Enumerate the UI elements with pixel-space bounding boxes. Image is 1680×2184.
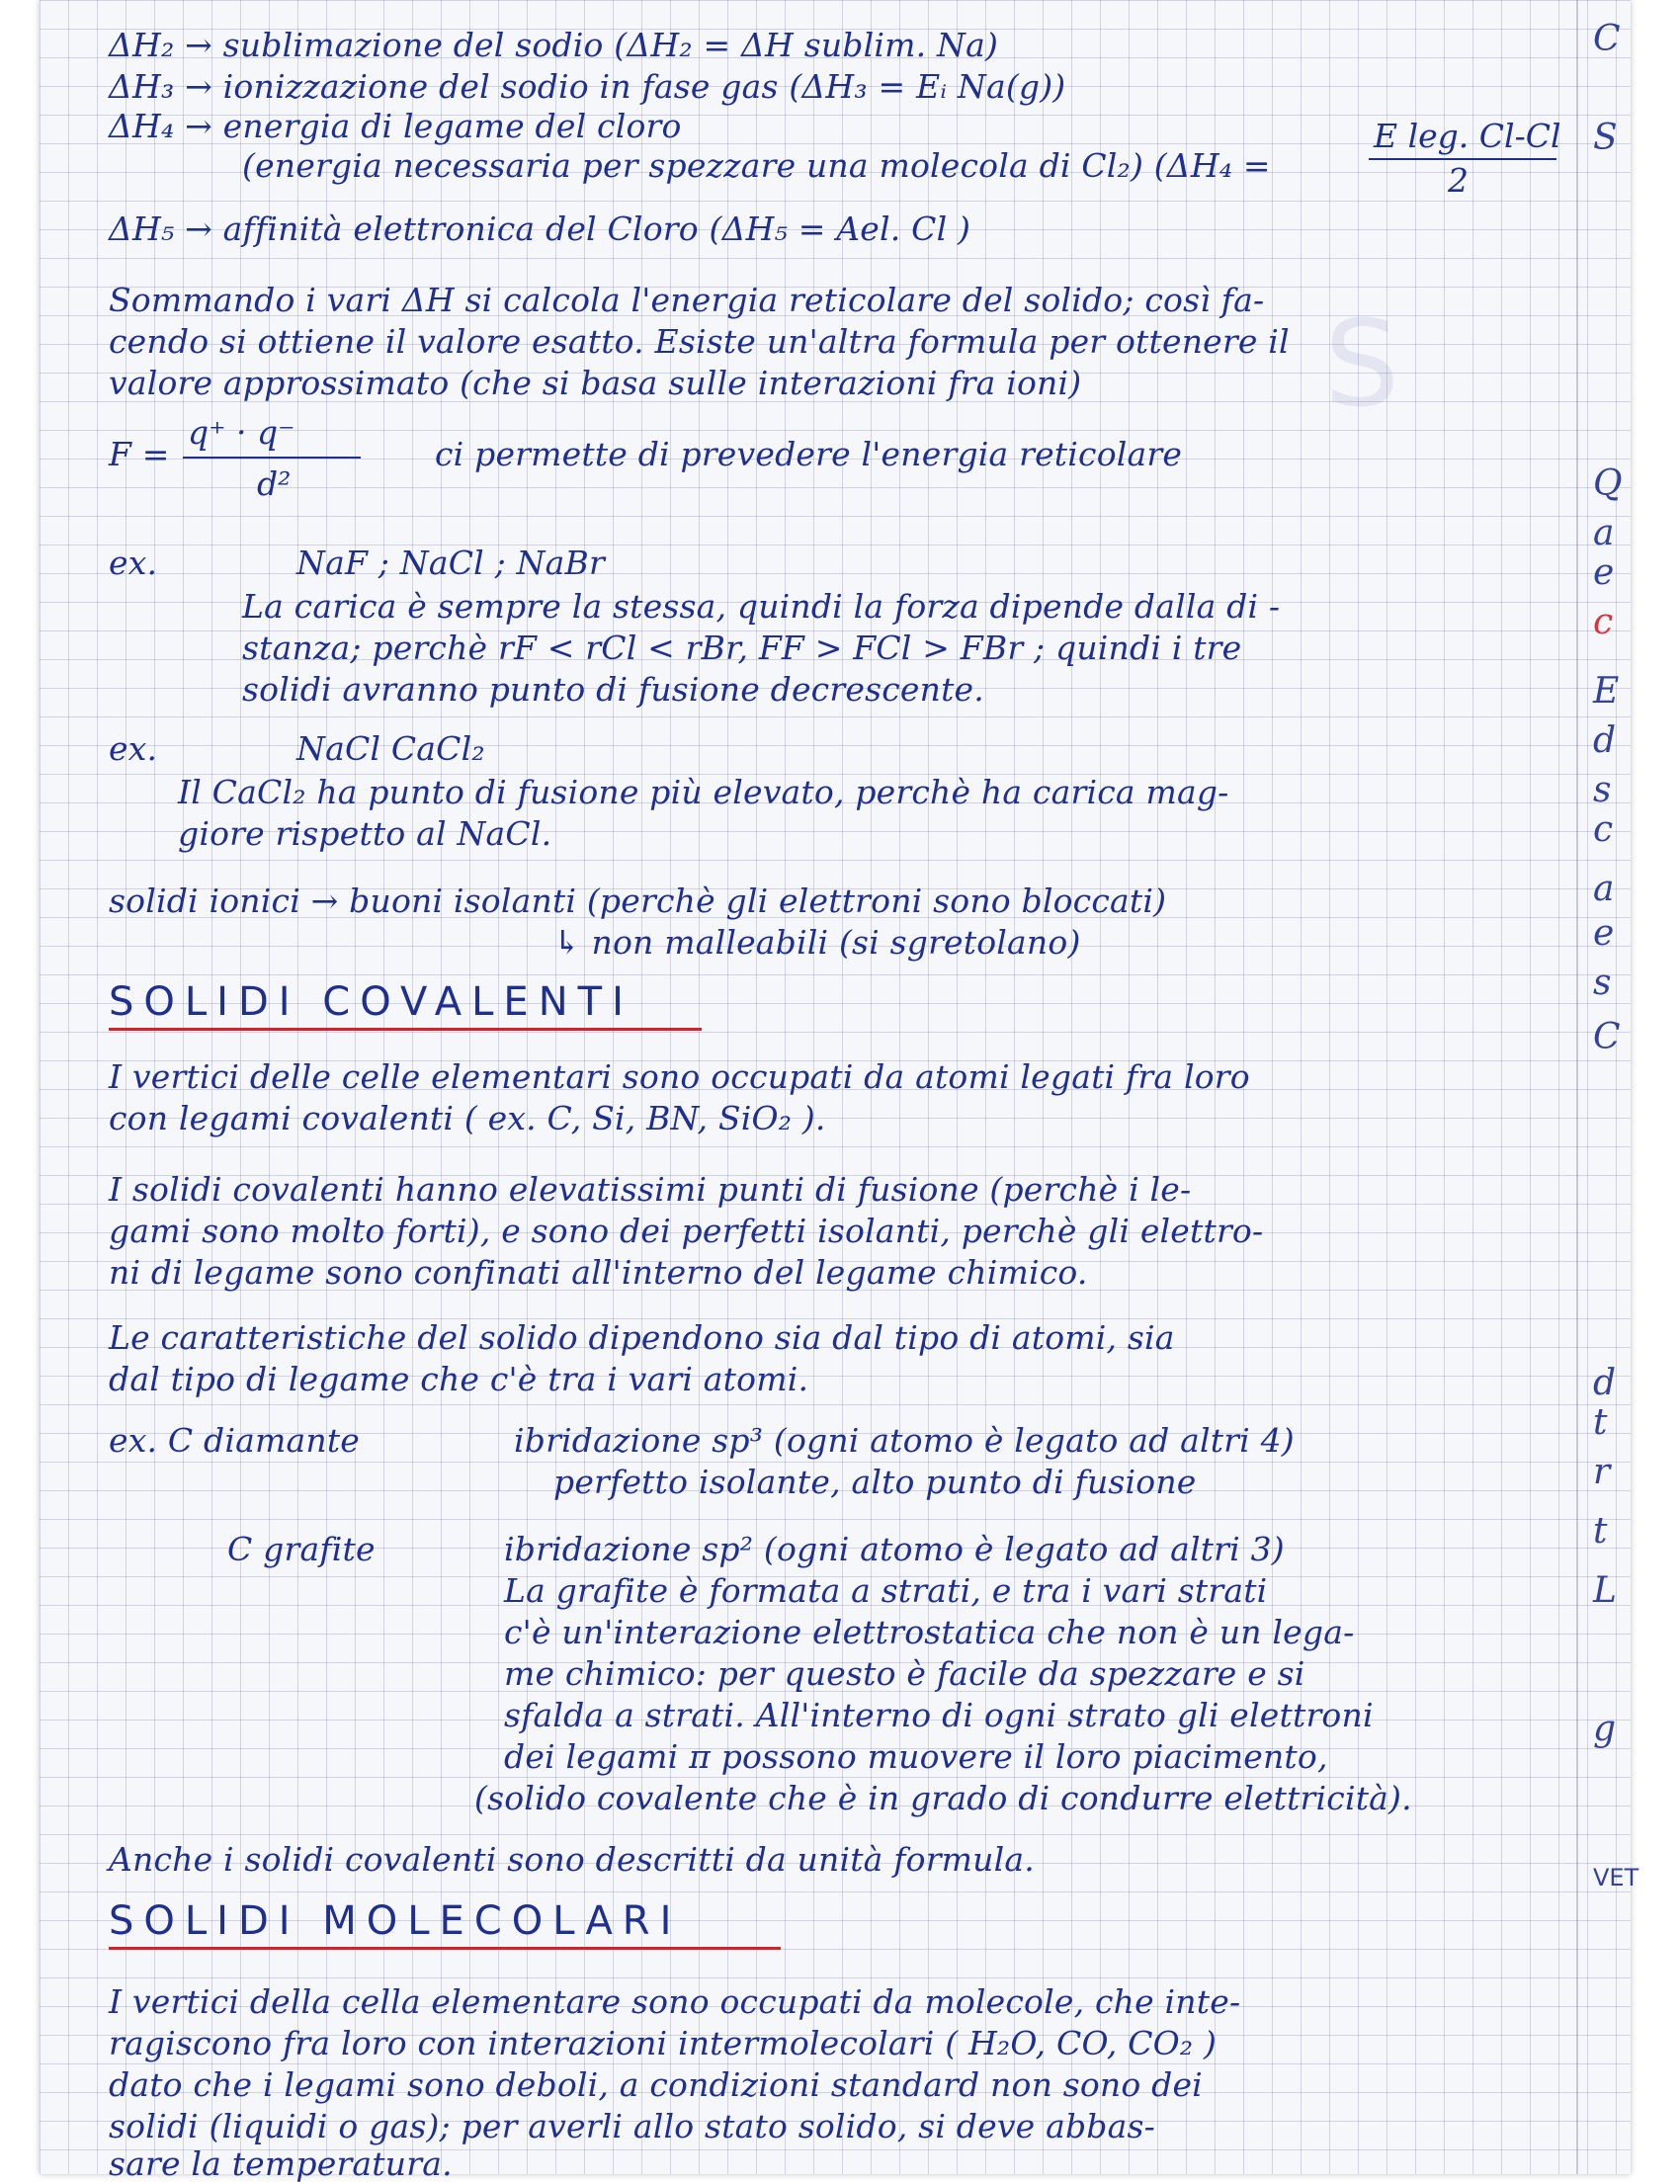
note-line: I solidi covalenti hanno elevatissimi punti di fusione (perchè i le- bbox=[109, 1170, 1192, 1209]
note-line: (energia necessaria per spezzare una molecola di Cl₂) (ΔH₄ = bbox=[242, 146, 1271, 185]
note-line: perfetto isolante, alto punto di fusione bbox=[553, 1463, 1197, 1501]
edge-letter: VET bbox=[1593, 1864, 1639, 1891]
note-line: stanza; perchè rF < rCl < rBr, FF > FCl > FBr ; quindi i tre bbox=[242, 629, 1242, 667]
edge-letter: Q bbox=[1593, 463, 1623, 504]
note-line: solidi ionici → buoni isolanti (perchè gli elettroni sono bloccati) bbox=[109, 882, 1167, 920]
edge-letter: s bbox=[1593, 770, 1612, 810]
note-line: c'è un'interazione elettrostatica che non è un lega- bbox=[504, 1613, 1355, 1651]
note-line: ibridazione sp³ (ogni atomo è legato ad altri 4) bbox=[514, 1421, 1295, 1460]
notebook-page bbox=[40, 0, 1639, 2183]
example-label: ex. bbox=[109, 544, 158, 582]
note-line: me chimico: per questo è facile da spezzare e si bbox=[504, 1654, 1305, 1693]
note-line: ci permette di prevedere l'energia reticolare bbox=[435, 435, 1183, 473]
note-line: NaCl CaCl₂ bbox=[296, 729, 485, 768]
edge-letter: S bbox=[1593, 118, 1618, 158]
edge-letter: a bbox=[1593, 869, 1615, 909]
note-line: ↳ non malleabili (si sgretolano) bbox=[553, 923, 1081, 962]
show-through-ghost: S bbox=[1324, 296, 1420, 434]
edge-letter: s bbox=[1593, 963, 1612, 1003]
note-line: C grafite bbox=[227, 1530, 376, 1568]
note-line: con legami covalenti ( ex. C, Si, BN, SiO₂ ). bbox=[109, 1099, 826, 1137]
note-line: NaF ; NaCl ; NaBr bbox=[296, 544, 605, 582]
note-line: Il CaCl₂ ha punto di fusione più elevato, perchè ha carica mag- bbox=[178, 773, 1229, 811]
note-line: La carica è sempre la stessa, quindi la forza dipende dalla di - bbox=[242, 587, 1281, 626]
note-line: ragiscono fra loro con interazioni intermolecolari ( H₂O, CO, CO₂ ) bbox=[109, 2024, 1218, 2062]
note-line: gami sono molto forti), e sono dei perfetti isolanti, perchè gli elettro- bbox=[109, 1212, 1264, 1250]
note-line: dato che i legami sono deboli, a condizioni standard non sono dei bbox=[109, 2065, 1203, 2104]
edge-letter: L bbox=[1593, 1570, 1617, 1611]
note-line: (solido covalente che è in grado di condurre elettricità). bbox=[474, 1779, 1412, 1817]
note-line: giore rispetto al NaCl. bbox=[178, 814, 552, 853]
edge-letter: t bbox=[1593, 1402, 1608, 1443]
note-line: sfalda a strati. All'interno di ogni strato gli elettroni bbox=[504, 1696, 1374, 1734]
note-line: valore approssimato (che si basa sulle interazioni fra ioni) bbox=[109, 364, 1082, 402]
edge-letter: g bbox=[1593, 1709, 1617, 1749]
edge-letter: e bbox=[1593, 552, 1615, 593]
note-line: ΔH₃ → ionizzazione del sodio in fase gas (ΔH₃ = Eᵢ Na(g)) bbox=[109, 67, 1066, 106]
note-line: I vertici della cella elementare sono occupati da molecole, che inte- bbox=[109, 1982, 1241, 2021]
edge-letter: C bbox=[1593, 19, 1621, 59]
note-line: ni di legame sono confinati all'interno del legame chimico. bbox=[109, 1253, 1088, 1292]
example-label: ex. C diamante bbox=[109, 1421, 361, 1460]
note-line: ΔH₅ → affinità elettronica del Cloro (ΔH₅ = Ael. Cl ) bbox=[109, 210, 971, 248]
note-line: solidi avranno punto di fusione decrescente. bbox=[242, 670, 984, 709]
edge-letter: c bbox=[1593, 602, 1614, 642]
fraction-bar bbox=[1369, 158, 1556, 160]
heading-underline bbox=[109, 1028, 702, 1031]
note-line: dal tipo di legame che c'è tra i vari atomi. bbox=[109, 1360, 809, 1398]
fraction-denominator: 2 bbox=[1448, 161, 1469, 200]
edge-letter: C bbox=[1593, 1017, 1621, 1057]
note-line: sare la temperatura. bbox=[109, 2144, 453, 2183]
note-line: ΔH₄ → energia di legame del cloro bbox=[109, 107, 682, 145]
note-line: Anche i solidi covalenti sono descritti da unità formula. bbox=[109, 1840, 1035, 1879]
margin-line bbox=[1576, 0, 1578, 2174]
section-heading-molecular: SOLIDI MOLECOLARI bbox=[109, 1898, 682, 1944]
edge-letter: d bbox=[1593, 1363, 1617, 1403]
edge-letter: a bbox=[1593, 513, 1615, 553]
heading-underline bbox=[109, 1947, 781, 1950]
edge-letter: E bbox=[1593, 671, 1620, 712]
fraction-numerator: E leg. Cl-Cl bbox=[1374, 117, 1561, 155]
note-line: La grafite è formata a strati, e tra i vari strati bbox=[504, 1571, 1268, 1610]
note-line: ibridazione sp² (ogni atomo è legato ad altri 3) bbox=[504, 1530, 1285, 1568]
edge-letter: r bbox=[1593, 1452, 1611, 1492]
edge-letter: e bbox=[1593, 913, 1615, 954]
edge-letter: d bbox=[1593, 720, 1617, 761]
formula-numerator: q⁺ · q⁻ bbox=[188, 413, 295, 452]
edge-letter: c bbox=[1593, 809, 1614, 850]
note-line: cendo si ottiene il valore esatto. Esiste un'altra formula per ottenere il bbox=[109, 322, 1290, 361]
formula-bar bbox=[183, 457, 361, 459]
formula-denominator: d² bbox=[257, 464, 292, 503]
example-label: ex. bbox=[109, 729, 158, 768]
formula-label: F = bbox=[109, 435, 170, 473]
section-heading-covalent: SOLIDI COVALENTI bbox=[109, 979, 633, 1025]
note-line: Le caratteristiche del solido dipendono sia dal tipo di atomi, sia bbox=[109, 1318, 1175, 1357]
note-line: I vertici delle celle elementari sono occupati da atomi legati fra loro bbox=[109, 1057, 1250, 1096]
note-line: dei legami π possono muovere il loro piacimento, bbox=[504, 1737, 1328, 1776]
note-line: ΔH₂ → sublimazione del sodio (ΔH₂ = ΔH sublim. Na) bbox=[109, 26, 999, 64]
edge-letter: t bbox=[1593, 1511, 1608, 1552]
note-line: solidi (liquidi o gas); per averli allo stato solido, si deve abbas- bbox=[109, 2107, 1155, 2145]
note-line: Sommando i vari ΔH si calcola l'energia reticolare del solido; così fa- bbox=[109, 281, 1265, 319]
